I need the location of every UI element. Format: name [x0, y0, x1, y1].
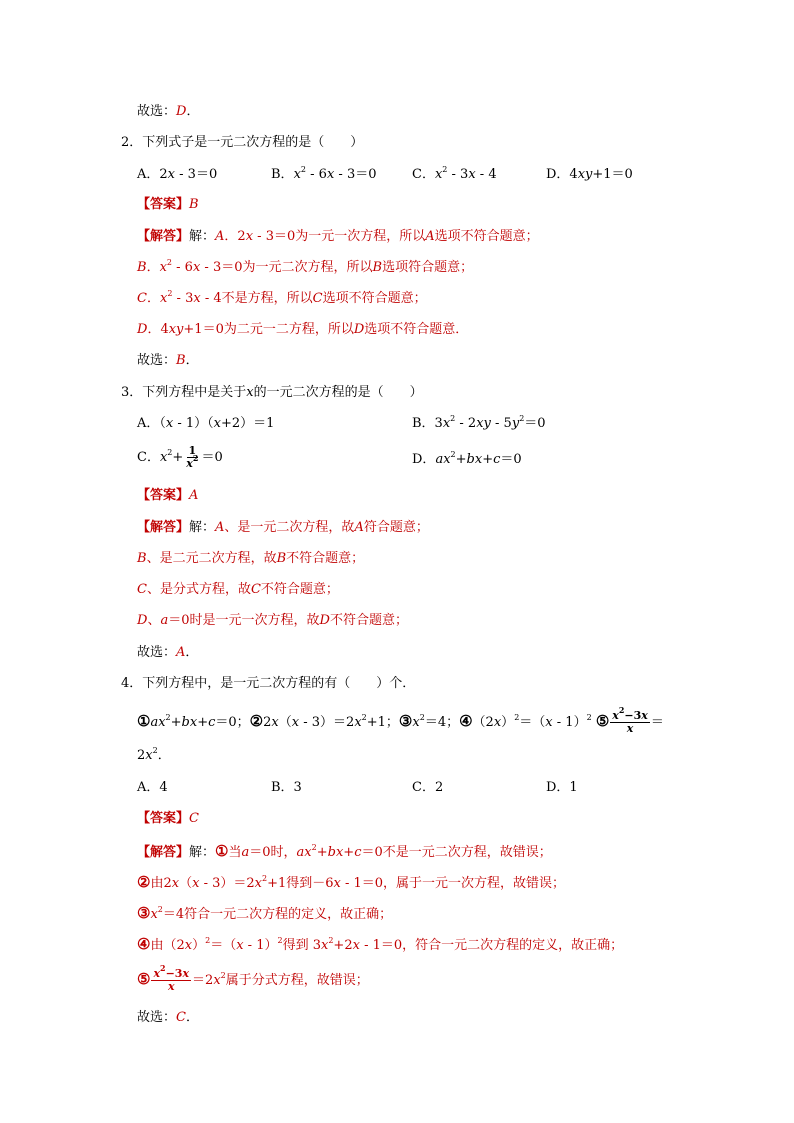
q4-answer: 【答案】C [137, 811, 199, 826]
q3-option-a: A．（x - 1）（x+2）＝1 [137, 416, 275, 431]
q2-solution-4: D．4xy+1＝0为二元一二方程，所以D选项不符合题意． [137, 322, 469, 337]
q2-option-a: A．2x - 3＝0 [137, 167, 218, 182]
q4-stem: 4．下列方程中，是一元二次方程的有（ ）个． [121, 676, 416, 691]
q4-solution-4: ④由$(2x)^2=(x - 1)^2$得到 $3x^2+2x - 1=0$，符合一元二次方程的定义，故正确； [137, 935, 624, 953]
q3-solution-4: D、a＝0时是一元一次方程，故D不符合题意； [137, 613, 408, 628]
q4-option-c: C．2 [412, 780, 444, 795]
q3-option-d: D．$ax^2+bx+c=0$ [412, 450, 522, 467]
q2-stem: 2．下列式子是一元二次方程的是（ ） [121, 135, 364, 150]
q4-solution-1: 【解答】解：①当a＝0时，$ax^2+bx+c=0$不是一元二次方程，故错误； [137, 842, 552, 860]
q2-option-d: D．4xy+1＝0 [546, 167, 633, 182]
q2-option-c: C．$x^2 - 3x - 4$ [412, 165, 497, 182]
q4-option-b: B．3 [271, 780, 302, 795]
q2-answer: 【答案】B [137, 197, 199, 212]
q4-solution-2: ②由$2x(x - 3)=2x^2+1$得到－6x - 1＝0，属于一元一次方程，故错误； [137, 873, 566, 891]
q2-solution-3: C．$x^2 - 3x - 4$不是方程，所以C选项不符合题意； [137, 289, 427, 306]
q3-pick: 故选：A． [137, 645, 199, 660]
q3-option-c: C．$x^2+$ $\frac{1}{x^2}$ ＝0 [137, 444, 223, 470]
q2-pick: 故选：B． [137, 353, 199, 368]
q3-solution-1: 【解答】解：A、是一元二次方程，故A符合题意； [137, 520, 429, 535]
q3-option-b: B．$3x^2 - 2xy - 5y^2=0$ [412, 414, 546, 431]
q4-option-d: D．1 [546, 780, 578, 795]
q2-solution-2: B．$x^2 - 6x - 3=0$为一元二次方程，所以B选项符合题意； [137, 258, 474, 275]
q4-pick: 故选：C． [137, 1010, 199, 1025]
q4-option-a: A．4 [137, 780, 168, 795]
q2-solution-1: 【解答】解：A．2x - 3＝0为一元一次方程，所以A选项不符合题意； [137, 229, 539, 244]
prev-answer-line: 故选：D． [137, 104, 200, 119]
q3-stem: 3．下列方程中是关于x的一元二次方程的是（ ） [121, 385, 423, 400]
q3-solution-3: C、是分式方程，故C不符合题意； [137, 582, 339, 597]
q2-option-b: B．$x^2 - 6x - 3=0$ [271, 165, 377, 182]
q4-items-line2: $2x^2$． [137, 746, 171, 763]
q4-items-line1: $①ax^2+bx+c=0$；②2x（x - $3)=2x^2+1$；$③x^2=4$；$④(2x)^2=(x - 1)^2$ ⑤ $\frac{x^2-3x}{x}$ ＝ [137, 705, 664, 735]
q4-solution-3: $③x^2=4$符合一元二次方程的定义，故正确； [137, 904, 393, 922]
q4-solution-5: ⑤ $\frac{x^2-3x}{x}$ $=2x^2$属于分式方程，故错误； [137, 963, 369, 993]
q3-answer: 【答案】A [137, 488, 199, 503]
q3-solution-2: B、是二元二次方程，故B不符合题意； [137, 551, 365, 566]
